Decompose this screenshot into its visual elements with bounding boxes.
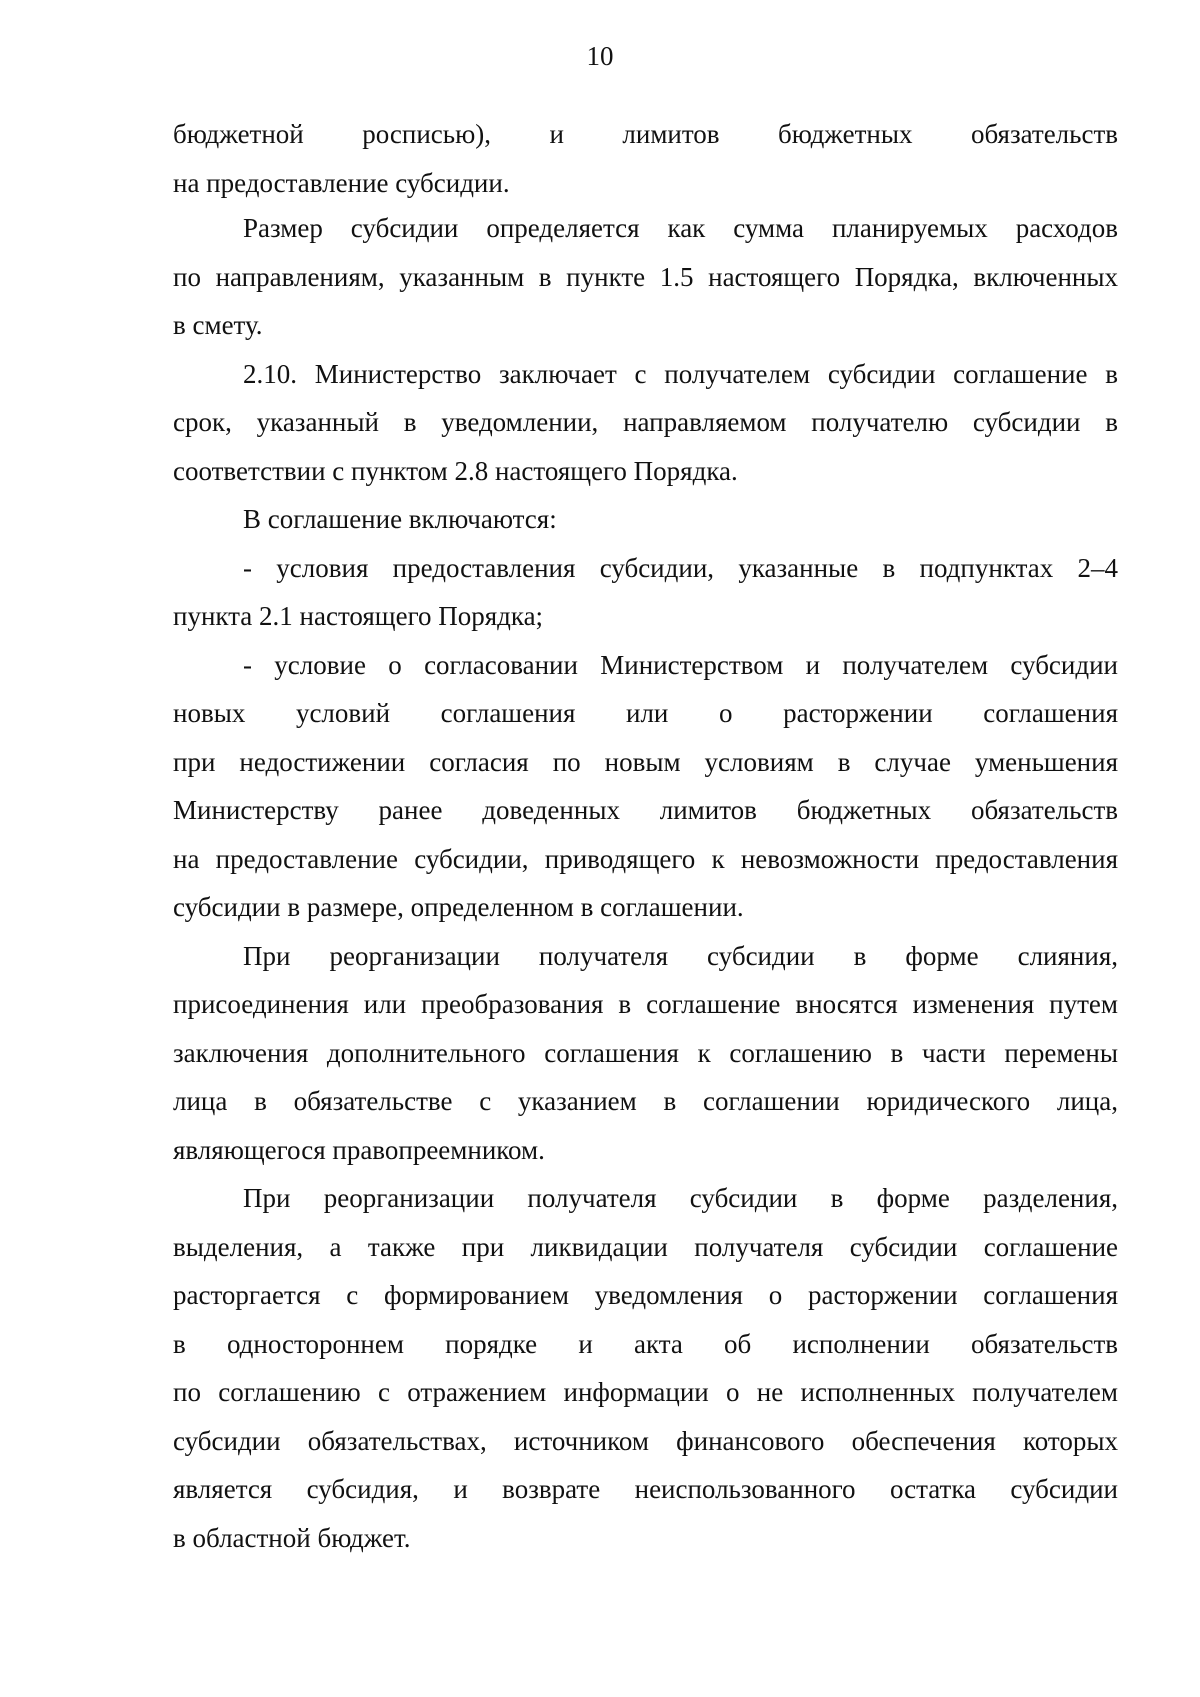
text-line: по соглашению с отражением информации о не исполненных получателем bbox=[173, 1377, 1118, 1407]
text-line: В соглашение включаются: bbox=[243, 504, 557, 534]
page-number: 10 bbox=[586, 41, 614, 71]
document-body bbox=[173, 110, 1118, 1562]
text-line: на предоставление субсидии, приводящего к невозможности предоставления bbox=[173, 843, 1118, 874]
paragraph-reorganization-merger bbox=[173, 932, 1118, 1175]
paragraph-budget-limits bbox=[173, 110, 1118, 207]
text-line: в областной бюджет. bbox=[173, 1522, 411, 1553]
text-line: субсидии в размере, определенном в соглашении. bbox=[173, 892, 744, 922]
text-line: расторгается с формированием уведомления о расторжении соглашения bbox=[173, 1280, 1118, 1310]
text-line: пункта 2.1 настоящего Порядка; bbox=[173, 601, 544, 631]
paragraph-agreement-includes bbox=[173, 495, 1118, 544]
text-line: Министерству ранее доведенных лимитов бюджетных обязательств bbox=[173, 795, 1118, 825]
text-line: являющегося правопреемником. bbox=[173, 1134, 545, 1165]
text-line: соответствии с пунктом 2.8 настоящего Порядка. bbox=[173, 455, 738, 486]
text-line: является субсидия, и возврате неиспользованного остатка субсидии bbox=[173, 1474, 1118, 1504]
text-line: присоединения или преобразования в соглашение вносятся изменения путем bbox=[173, 989, 1118, 1019]
paragraph-reorganization-division bbox=[173, 1174, 1118, 1562]
text-line: на предоставление субсидии. bbox=[173, 167, 510, 198]
text-line: бюджетной росписью), и лимитов бюджетных обязательств bbox=[173, 119, 1118, 149]
text-line: При реорганизации получателя субсидии в форме слияния, bbox=[243, 940, 1118, 971]
paragraph-subsidy-size bbox=[173, 204, 1118, 350]
text-line: лица в обязательстве с указанием в соглашении юридического лица, bbox=[173, 1086, 1118, 1116]
text-line: 2.10. Министерство заключает с получателем субсидии соглашение в bbox=[243, 358, 1118, 389]
text-line: выделения, а также при ликвидации получателя субсидии соглашение bbox=[173, 1231, 1118, 1262]
text-line: При реорганизации получателя субсидии в форме разделения, bbox=[243, 1183, 1118, 1213]
text-line: - условие о согласовании Министерством и получателем субсидии bbox=[243, 649, 1118, 680]
text-line: в смету. bbox=[173, 310, 263, 340]
text-line: при недостижении согласия по новым условиям в случае уменьшения bbox=[173, 746, 1118, 777]
text-line: субсидии обязательствах, источником финансового обеспечения которых bbox=[173, 1425, 1118, 1456]
list-item-conditions bbox=[173, 544, 1118, 641]
text-line: в одностороннем порядке и акта об исполнении обязательств bbox=[173, 1328, 1118, 1359]
text-line: Размер субсидии определяется как сумма планируемых расходов bbox=[243, 213, 1118, 243]
text-line: срок, указанный в уведомлении, направляемом получателю субсидии в bbox=[173, 407, 1118, 437]
paragraph-2-10 bbox=[173, 350, 1118, 496]
text-line: новых условий соглашения или о расторжении соглашения bbox=[173, 698, 1118, 728]
text-line: по направлениям, указанным в пункте 1.5 настоящего Порядка, включенных bbox=[173, 261, 1118, 292]
text-line: - условия предоставления субсидии, указанные в подпунктах 2–4 bbox=[243, 552, 1118, 583]
list-item-approval-condition bbox=[173, 641, 1118, 932]
text-line: заключения дополнительного соглашения к соглашению в части перемены bbox=[173, 1037, 1118, 1068]
